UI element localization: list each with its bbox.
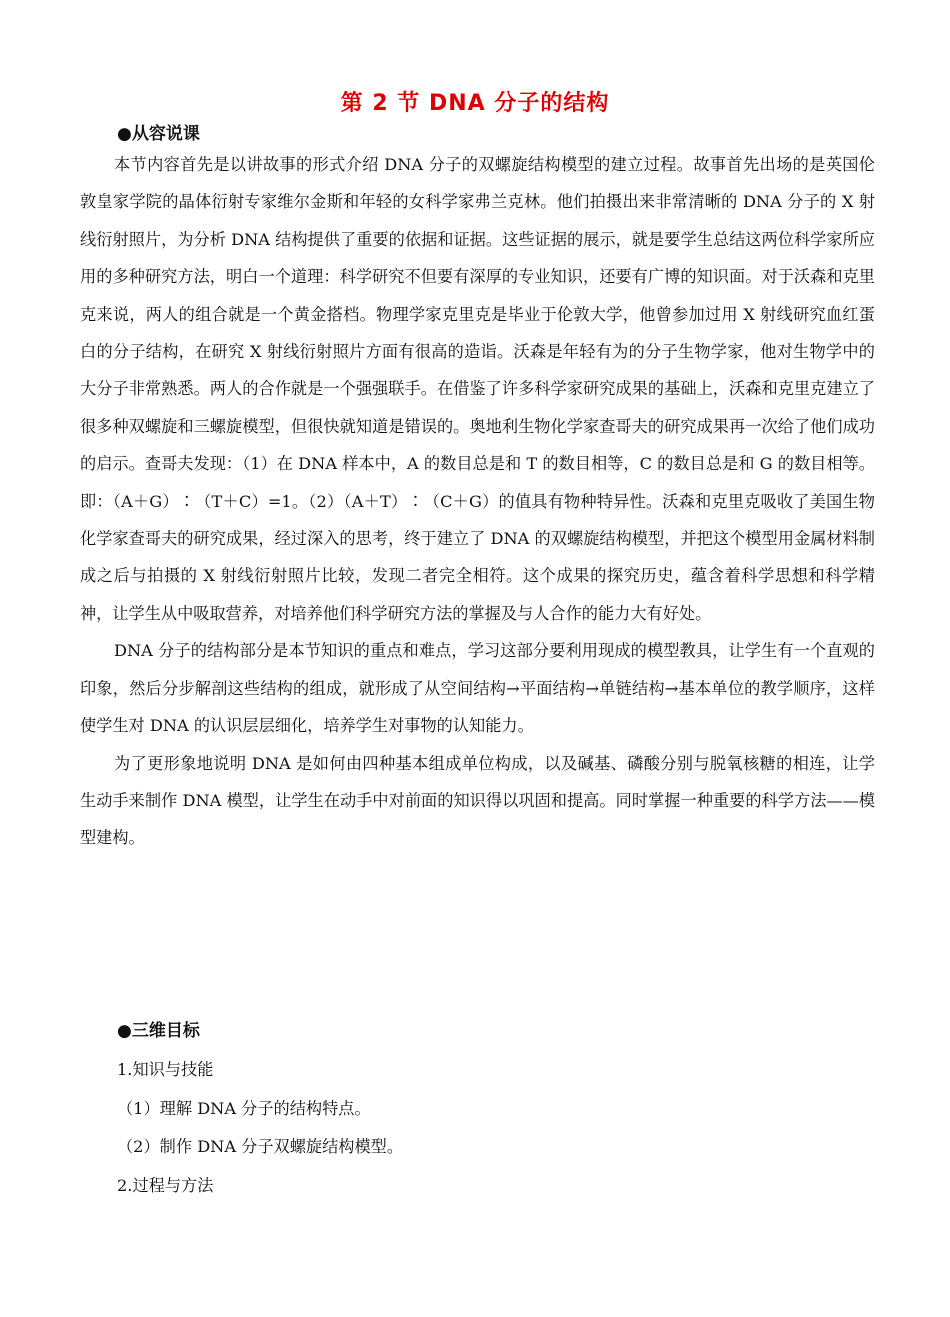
section-heading-shuoke: ●从容说课 xyxy=(117,124,200,144)
section-heading-goals: ●三维目标 xyxy=(117,1021,200,1041)
paragraph-3: 为了更形象地说明 DNA 是如何由四种基本组成单位构成，以及碱基、磷酸分别与脱氧核糖的相连，让学生动手来制作 DNA 模型，让学生在动手中对前面的知识得以巩固和提高。同时掌握一种重要的科学方法——模型建构。 xyxy=(80,753,875,848)
goal-subitem-2: （2）制作 DNA 分子双螺旋结构模型。 xyxy=(117,1137,404,1156)
paragraph-1: 本节内容首先是以讲故事的形式介绍 DNA 分子的双螺旋结构模型的建立过程。故事首先出场的是英国伦敦皇家学院的晶体衍射专家维尔金斯和年轻的女科学家弗兰克林。他们拍摄出来非常清晰的 DNA 分子的 X 射线衍射照片，为分析 DNA 结构提供了重要的依据和证据。这些证据的展示，就是要学生总结这两位科学家所应用的多种研究方法，明白一个道理：科学研究不但要有深厚的专业知识，还要有广博的知识面。对于沃森和克里克来说，两人的组合就是一个黄金搭档。物理学家克里克是毕业于伦敦大学，他曾参加过用 X 射线研究血红蛋白的分子结构，在研究 X 射线衍射照片方面有很高的造诣。沃森是年轻有为的分子生物学家，他对生物学中的大分子非常熟悉。两人的合作就是一个强强联手。在借鉴了许多科学家研究成果的基础上，沃森和克里克建立了很多种双螺旋和三螺旋模型，但很快就知道是错误的。奥地利生物化学家查哥夫的研究成果再一次给了他们成功的启示。查哥夫发现：（1）在 DNA 样本中，A 的数目总是和 T 的数目相等，C 的数目总是和 G 的数目相等。即：（A＋G）∶（T＋C）=1。（2）（A＋T）∶（C＋G）的值具有物种特异性。沃森和克里克吸收了美国生物化学家查哥夫的研究成果，经过深入的思考，终于建立了 DNA 的双螺旋结构模型，并把这个模型用金属材料制成之后与拍摄的 X 射线衍射照片比较，发现二者完全相符。这个成果的探究历史，蕴含着科学思想和科学精神，让学生从中吸取营养，对培养他们科学研究方法的掌握及与人合作的能力大有好处。 xyxy=(80,155,875,623)
goal-subitem-1: （1）理解 DNA 分子的结构特点。 xyxy=(117,1099,371,1118)
page-title: 第 2 节 DNA 分子的结构 xyxy=(340,91,610,116)
section-body-shuoke xyxy=(80,146,875,857)
paragraph-2: DNA 分子的结构部分是本节知识的重点和难点，学习这部分要利用现成的模型教具，让学生有一个直观的印象，然后分步解剖这些结构的组成，就形成了从空间结构→平面结构→单链结构→基本单位的教学顺序，这样使学生对 DNA 的认识层层细化，培养学生对事物的认知能力。 xyxy=(80,641,875,736)
goal-item-knowledge: 1.知识与技能 xyxy=(117,1060,214,1079)
goal-item-process: 2.过程与方法 xyxy=(117,1176,214,1195)
